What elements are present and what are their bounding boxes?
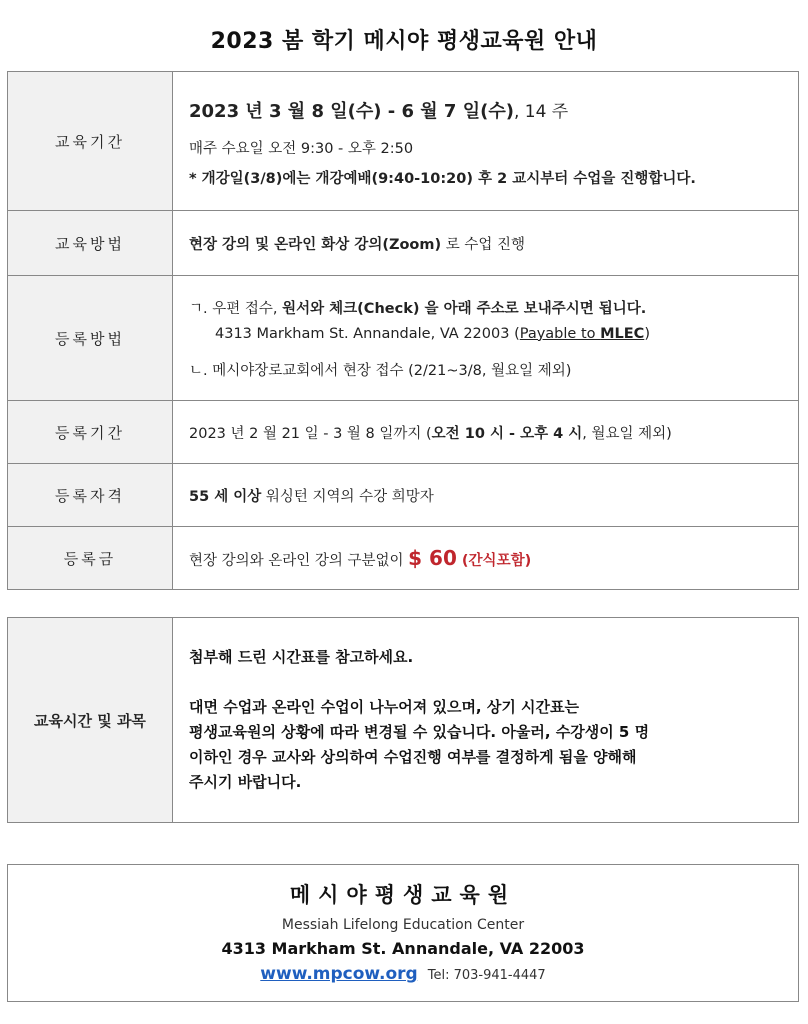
- row-registration: [8, 276, 799, 401]
- value-period: [173, 72, 799, 211]
- value-fee: 현장 강의와 온라인 강의 구분없이 $ 60 (간식포함): [173, 527, 799, 590]
- label-eligibility: 등록자격: [8, 464, 173, 527]
- schedule-table: [7, 617, 799, 823]
- label-period: 교육기간: [8, 72, 173, 211]
- label-method: 교육방법: [8, 211, 173, 276]
- value-method: [173, 211, 799, 276]
- period-weeks: , 14 주: [513, 101, 569, 122]
- footer-address: 4313 Markham St. Annandale, VA 22003: [221, 939, 585, 958]
- row-fee: [8, 527, 799, 590]
- value-eligibility: 55 세 이상 워싱턴 지역의 수강 희망자: [173, 464, 799, 527]
- footer-website-link[interactable]: www.mpcow.org: [260, 964, 418, 984]
- reg-item1-bold: 원서와 체크(Check) 을 아래 주소로 보내주시면 됩니다.: [282, 300, 647, 317]
- period-note: * 개강일(3/8)에는 개강예배(9:40-10:20) 후 2 교시부터 수업을 진행합니다.: [189, 170, 696, 187]
- footer-english-name: Messiah Lifelong Education Center: [281, 917, 525, 933]
- page-title: 2023 봄 학기 메시야 평생교육원 안내: [210, 29, 598, 54]
- method-rest: 로 수업 진행: [441, 236, 525, 253]
- reg-address: 4313 Markham St. Annandale, VA 22003 (: [215, 325, 520, 342]
- method-bold: 현장 강의 및 온라인 화상 강의(Zoom): [189, 236, 442, 253]
- label-fee: 등록금: [8, 527, 173, 590]
- row-reg-period: [8, 401, 799, 464]
- row-period: [8, 72, 799, 211]
- reg-payable: Payable to MLEC: [519, 325, 645, 342]
- label-reg-period: 등록기간: [8, 401, 173, 464]
- row-eligibility: [8, 464, 799, 527]
- row-method: [8, 211, 799, 276]
- reg-item1-prefix: ㄱ. 우편 접수,: [189, 300, 283, 317]
- period-time: 매주 수요일 오전 9:30 - 오후 2:50: [189, 140, 414, 157]
- label-schedule: 교육시간 및 과목: [8, 618, 173, 823]
- reg-item2: ㄴ. 메시야장로교회에서 현장 접수 (2/21~3/8, 월요일 제외): [189, 362, 572, 379]
- row-schedule: [8, 618, 799, 823]
- schedule-line1: 첨부해 드린 시간표를 참고하세요.: [189, 648, 414, 666]
- value-registration: ㄱ. 우편 접수, 원서와 체크(Check) 을 아래 주소로 보내주시면 됩니다. 4313 Markham St. Annandale, VA 22003 (Payable to MLEC) ㄴ. 메시야장로교회에서 현장 접수 (2/21~3/8, 월요일 제외): [173, 276, 799, 401]
- eligibility-age: 55 세 이상: [189, 488, 262, 505]
- info-table: [7, 71, 799, 590]
- label-registration: 등록방법: [8, 276, 173, 401]
- value-schedule: [173, 618, 799, 823]
- footer-org-name: 메시야평생교육원: [289, 883, 517, 907]
- period-dates: 2023 년 3 월 8 일(수) - 6 월 7 일(수): [189, 100, 514, 122]
- reg-period-hours: 오전 10 시 - 오후 4 시: [431, 425, 583, 442]
- footer-tel: Tel: 703-941-4447: [427, 968, 546, 983]
- footer-contact-box: [7, 864, 799, 1002]
- schedule-paragraph: 대면 수업과 온라인 수업이 나누어져 있으며, 상기 시간표는 평생교육원의 상황에 따라 변경될 수 있습니다. 아울러, 수강생이 5 명 이하인 경우 교사와 상의하여 수업진행 여부를 결정하게 됨을 양해해 주시기 바랍니다.: [189, 698, 650, 791]
- value-reg-period: 2023 년 2 월 21 일 - 3 월 8 일까지 (오전 10 시 - 오후 4 시, 월요일 제외): [173, 401, 799, 464]
- fee-snack: (간식포함): [456, 553, 532, 569]
- fee-amount: $ 60: [408, 546, 457, 570]
